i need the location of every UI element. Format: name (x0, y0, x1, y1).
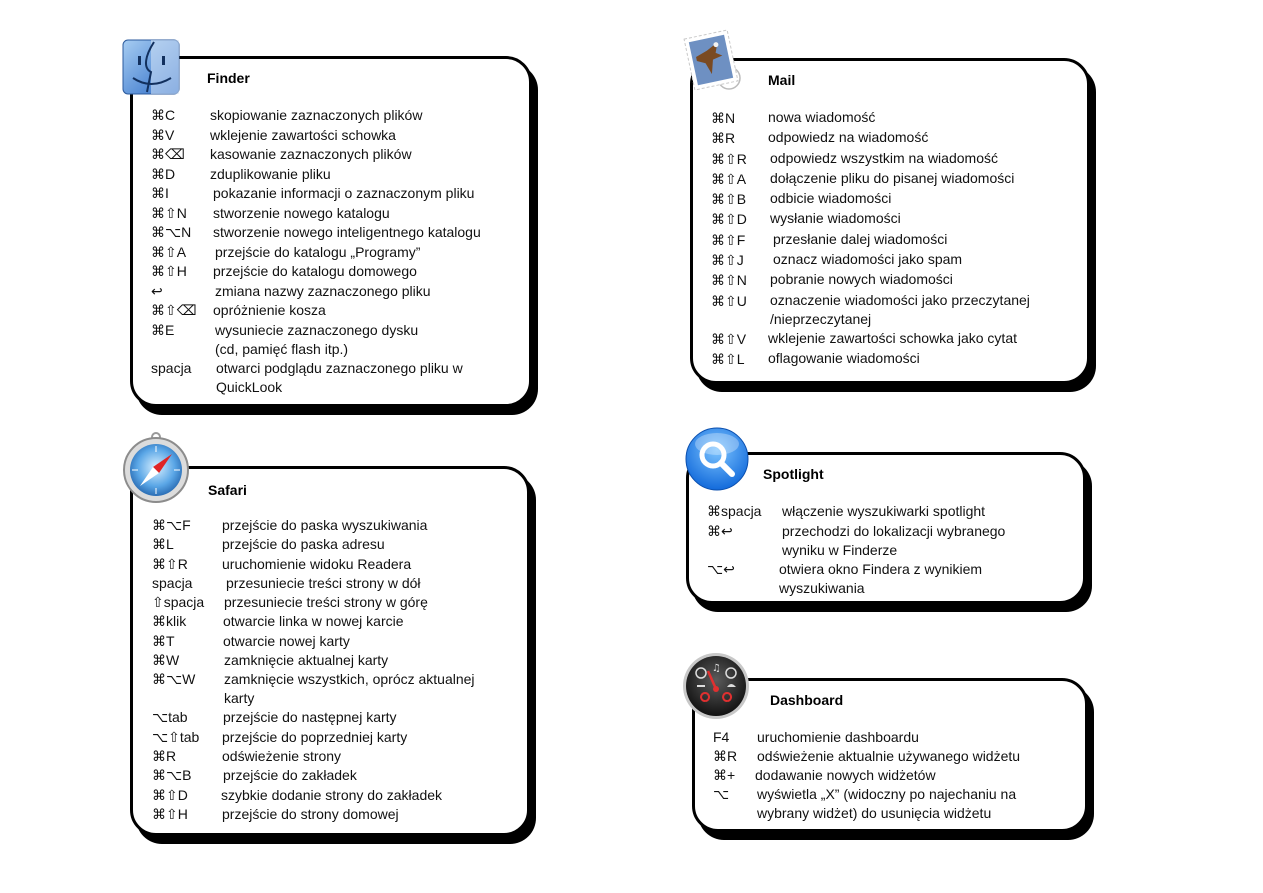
shortcut-key: ⌘⇧D (152, 786, 188, 803)
shortcut-description: odpowiedz wszystkim na wiadomość (770, 149, 998, 166)
shortcut-description: przechodzi do lokalizacji wybranego wyniku w Finderze (782, 522, 1006, 558)
shortcut-row (713, 766, 1077, 785)
shortcut-row (152, 747, 518, 766)
shortcut-row (711, 230, 1079, 250)
shortcut-key: spacja (151, 359, 192, 376)
shortcut-description: wyświetla „X” (widoczny po najechaniu na wybrany widżet) do usunięcia widżetu (757, 786, 1017, 821)
shortcut-key: F4 (713, 729, 730, 745)
finder-shortcut-list (151, 106, 521, 397)
dashboard-shortcut-list (713, 728, 1077, 823)
shortcut-row (152, 651, 518, 670)
finder-icon (121, 38, 181, 96)
shortcut-description: odświeżenie strony (222, 747, 342, 764)
spotlight-title: Spotlight (763, 466, 824, 482)
shortcut-row (151, 301, 521, 321)
dashboard-title: Dashboard (770, 692, 844, 708)
shortcut-key: ⌘⇧H (152, 805, 188, 822)
shortcut-key: ⌘I (151, 185, 169, 201)
shortcut-key: ⌥tab (152, 709, 188, 726)
shortcut-description: nowa wiadomość (768, 109, 876, 125)
shortcut-row (152, 612, 518, 631)
shortcut-row (151, 262, 521, 282)
shortcut-row (711, 128, 1079, 148)
shortcut-key: ⌘R (713, 748, 738, 764)
shortcut-key: ⌘⇧R (711, 150, 747, 167)
shortcut-row (151, 321, 521, 359)
shortcut-key: ⌘⇧H (151, 263, 187, 279)
shortcut-key: ⌥⇧tab (152, 728, 200, 745)
shortcut-row (711, 108, 1079, 128)
shortcut-row (711, 189, 1079, 209)
shortcut-key: ⌘⇧R (152, 555, 188, 572)
shortcut-description: zamknięcie wszystkich, oprócz aktualnej karty (224, 671, 475, 707)
shortcut-description: oznaczenie wiadomości jako przeczytanej /nieprzeczytanej (770, 291, 1030, 327)
shortcut-row (152, 516, 518, 535)
shortcut-key: ⌘⇧B (711, 191, 747, 208)
shortcut-key: ⌘⌫ (151, 146, 185, 162)
shortcut-key: ⌥ (713, 786, 730, 802)
shortcut-key: ↩ (151, 282, 163, 299)
shortcut-row (151, 184, 521, 204)
shortcut-row (152, 805, 518, 824)
shortcut-row (711, 209, 1079, 229)
spotlight-shortcut-list (707, 502, 1075, 598)
shortcut-key: ⌘⇧N (711, 272, 747, 289)
shortcut-description: pokazanie informacji o zaznaczonym pliku (213, 185, 475, 201)
shortcut-description: stworzenie nowego inteligentnego katalogu (213, 224, 481, 240)
shortcut-row (707, 522, 1075, 560)
shortcut-row (713, 747, 1077, 766)
shortcut-row (152, 670, 518, 708)
shortcut-row (707, 560, 1075, 598)
svg-text:♫: ♫ (712, 663, 721, 674)
shortcut-key: ⌘V (151, 126, 175, 143)
shortcut-key: ⌘⇧F (711, 231, 746, 248)
shortcut-description: uruchomienie widoku Readera (222, 555, 412, 572)
shortcut-description: przejście do paska wyszukiwania (222, 517, 428, 533)
shortcut-description: odbicie wiadomości (770, 190, 892, 207)
shortcut-row (151, 223, 521, 243)
shortcut-description: wklejenie zawartości schowka jako cytat (768, 329, 1017, 346)
shortcut-key: ⌘⇧A (151, 243, 187, 260)
shortcut-row (152, 574, 518, 593)
shortcut-row (151, 126, 521, 146)
shortcut-description: szybkie dodanie strony do zakładek (221, 786, 443, 803)
mail-stamp-icon (679, 28, 743, 92)
shortcut-key: ⌘⌥W (152, 671, 196, 688)
shortcut-key: ⌘+ (713, 767, 736, 783)
shortcut-description: przejście do paska adresu (222, 536, 385, 553)
shortcut-key: ⌘⌥B (152, 767, 192, 784)
shortcut-row (151, 145, 521, 165)
shortcut-row (707, 502, 1075, 522)
shortcut-description: oznacz wiadomości jako spam (773, 251, 963, 268)
shortcut-key: ⌘↩ (707, 522, 733, 539)
shortcut-row (711, 250, 1079, 270)
shortcut-description: zduplikowanie pliku (210, 165, 331, 182)
shortcut-description: pobranie nowych wiadomości (770, 271, 953, 288)
shortcut-key: ⌘⌥N (151, 224, 192, 240)
shortcut-row (152, 632, 518, 651)
shortcut-key: ⌘W (152, 652, 180, 669)
shortcut-key: ⌘spacja (707, 503, 762, 519)
shortcut-row (151, 282, 521, 302)
shortcut-row (711, 169, 1079, 189)
shortcut-key: ⌘E (151, 321, 175, 338)
shortcut-key: ⌘T (152, 632, 175, 649)
shortcut-description: przesłanie dalej wiadomości (773, 230, 948, 247)
shortcut-description: otwarci podglądu zaznaczonego pliku w QuickLook (216, 359, 463, 395)
shortcut-description: przesuniecie treści strony w dół (226, 574, 421, 591)
mail-shortcut-list (711, 108, 1079, 369)
shortcut-key: spacja (152, 574, 193, 591)
shortcut-description: wysłanie wiadomości (770, 210, 901, 227)
shortcut-row (152, 708, 518, 727)
finder-title: Finder (207, 70, 250, 86)
shortcut-description: dodawanie nowych widżetów (755, 767, 936, 783)
shortcut-description: zamknięcie aktualnej karty (224, 652, 389, 669)
shortcut-description: przejście do poprzedniej karty (222, 728, 408, 745)
shortcut-description: przejście do następnej karty (223, 709, 397, 726)
shortcut-row (713, 785, 1077, 823)
shortcut-description: zmiana nazwy zaznaczonego pliku (215, 282, 431, 299)
shortcut-key: ⌘⇧L (711, 350, 745, 367)
shortcut-description: kasowanie zaznaczonych plików (210, 146, 412, 162)
safari-compass-icon (120, 432, 192, 504)
shortcut-row (711, 149, 1079, 169)
spotlight-magnifier-icon (684, 426, 750, 492)
dashboard-gauge-icon (681, 651, 751, 721)
safari-shortcut-list (152, 516, 518, 824)
shortcut-description: otwarcie linka w nowej karcie (223, 613, 404, 630)
shortcut-row (151, 165, 521, 185)
shortcut-description: oflagowanie wiadomości (768, 349, 920, 366)
shortcut-description: włączenie wyszukiwarki spotlight (782, 503, 986, 519)
shortcut-description: otwarcie nowej karty (223, 632, 350, 649)
shortcut-key: ⇧spacja (152, 594, 205, 611)
shortcut-row (151, 243, 521, 263)
shortcut-row (713, 728, 1077, 747)
shortcut-row (151, 106, 521, 126)
shortcut-key: ⌘⇧J (711, 252, 744, 269)
mail-title: Mail (768, 72, 796, 88)
shortcut-row (152, 535, 518, 554)
shortcut-key: ⌘⇧U (711, 292, 747, 309)
shortcut-row (152, 728, 518, 747)
shortcut-key: ⌘N (711, 110, 736, 126)
shortcut-key: ⌘⇧V (711, 330, 747, 347)
shortcut-description: przesuniecie treści strony w górę (224, 594, 428, 611)
shortcut-row (151, 359, 521, 397)
shortcut-row (152, 593, 518, 612)
shortcut-description: skopiowanie zaznaczonych plików (210, 107, 423, 123)
safari-title: Safari (208, 482, 247, 498)
shortcut-row (151, 204, 521, 224)
shortcut-key: ⌘klik (152, 613, 187, 630)
shortcut-key: ⌘⇧A (711, 170, 747, 187)
shortcut-description: przejście do katalogu „Programy” (215, 243, 421, 260)
shortcut-description: odpowiedz na wiadomość (768, 129, 929, 146)
shortcut-row (711, 329, 1079, 349)
shortcut-description: wklejenie zawartości schowka (210, 126, 396, 143)
shortcut-key: ⌘C (151, 107, 176, 123)
shortcut-description: wysuniecie zaznaczonego dysku (cd, pamięć flash itp.) (215, 321, 419, 357)
shortcut-description: odświeżenie aktualnie używanego widżetu (757, 748, 1021, 764)
shortcut-key: ⌥↩ (707, 560, 735, 577)
shortcut-key: ⌘R (711, 130, 736, 147)
shortcut-row (711, 270, 1079, 290)
shortcut-description: stworzenie nowego katalogu (213, 204, 390, 221)
shortcut-key: ⌘⇧⌫ (151, 302, 197, 318)
shortcut-description: uruchomienie dashboardu (757, 729, 919, 745)
shortcut-description: przejście do zakładek (223, 767, 357, 784)
shortcut-row (152, 786, 518, 805)
shortcut-row (152, 766, 518, 785)
shortcut-row (711, 291, 1079, 329)
shortcut-key: ⌘D (151, 165, 176, 182)
shortcut-key: ⌘⇧N (151, 204, 187, 221)
shortcut-description: przejście do katalogu domowego (213, 263, 417, 279)
shortcut-description: dołączenie pliku do pisanej wiadomości (770, 169, 1015, 186)
shortcut-row (152, 555, 518, 574)
shortcut-description: przejście do strony domowej (222, 805, 399, 822)
shortcut-key: ⌘R (152, 747, 177, 764)
shortcut-key: ⌘⇧D (711, 211, 747, 228)
shortcut-key: ⌘⌥F (152, 517, 191, 533)
shortcut-row (711, 349, 1079, 369)
shortcut-key: ⌘L (152, 536, 174, 553)
shortcut-description: opróżnienie kosza (213, 302, 326, 318)
shortcut-description: otwiera okno Findera z wynikiem wyszukiwania (779, 560, 983, 596)
